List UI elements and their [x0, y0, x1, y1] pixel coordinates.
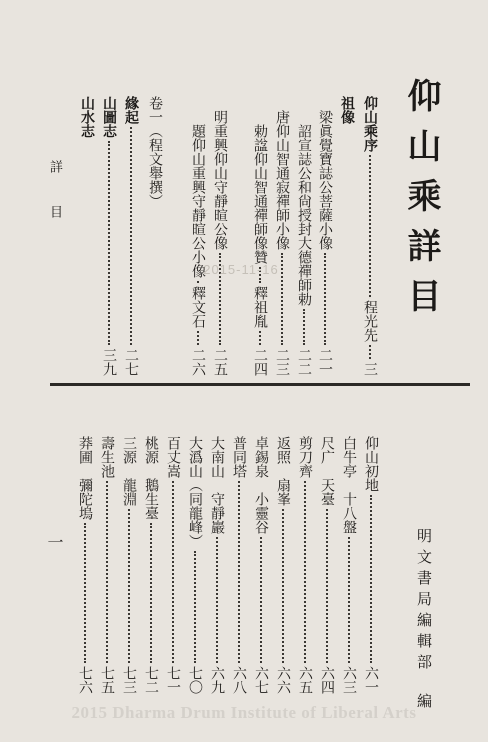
watermark-footer: 2015 Dharma Drum Institute of Liberal Arts [71, 703, 417, 722]
toc-entry: 尺广 天臺 六四 [319, 436, 335, 694]
toc-entry: 百丈嵩 七一 [165, 436, 181, 694]
toc-entry: 題仰山重興守靜暄公小像 釋文石 二六 [190, 124, 206, 376]
publisher: 明文書局編輯部編 [415, 528, 433, 714]
toc-entry: 大潙山（同龍峰） 七〇 [187, 436, 203, 694]
toc-entry: 詔宣誌公和尙授封大德禪師勅 二二 [296, 124, 312, 376]
toc-entry: 唐仰山智通寂禪師小像 二三 [274, 110, 290, 376]
toc-entry: 大南山 守靜巖 六九 [209, 436, 225, 694]
toc-entry: 剪刀齊 六五 [297, 436, 313, 694]
watermark-date: 2015-11-16 [203, 262, 279, 277]
toc-entry: 卓錫泉 小靈谷 六七 [253, 436, 269, 694]
book-title: 仰山乘詳目 [401, 78, 441, 328]
toc-entry: 勅諡仰山智通禪師像贊 釋祖胤 二四 [252, 124, 268, 376]
toc-entry: 明重興仰山守靜暄公像 二五 [212, 110, 228, 376]
side-label: 詳目 [47, 160, 62, 250]
divider-line [50, 383, 470, 386]
toc-entry: 山水志 [79, 96, 95, 138]
toc-entry: 白牛亭 十八盤 六三 [341, 436, 357, 694]
toc-entry: 三源 龍淵 七三 [121, 436, 137, 694]
toc-entry-preface: 仰山乘序 程光先 三 [362, 96, 378, 376]
toc-entry-volume: 卷一（程文舉撰） [147, 96, 163, 208]
toc-entry: 仰山初地 六一 [363, 436, 379, 694]
toc-entry: 普同塔 六八 [231, 436, 247, 694]
toc-entry: 緣起 二七 [123, 96, 139, 376]
toc-entry: 桃源 鵝生臺 七二 [143, 436, 159, 694]
toc-entry-portraits: 祖像 [339, 96, 355, 124]
toc-entry: 返照 扇峯 六六 [275, 436, 291, 694]
toc-entry: 梁眞覺寶誌公菩薩小像 二一 [317, 110, 333, 376]
toc-entry: 壽生池 七五 [99, 436, 115, 694]
page-number: 一 [45, 534, 64, 550]
toc-entry: 莽圃 彌陀塢 七六 [77, 436, 93, 694]
toc-entry: 山圖志 三九 [101, 96, 117, 376]
